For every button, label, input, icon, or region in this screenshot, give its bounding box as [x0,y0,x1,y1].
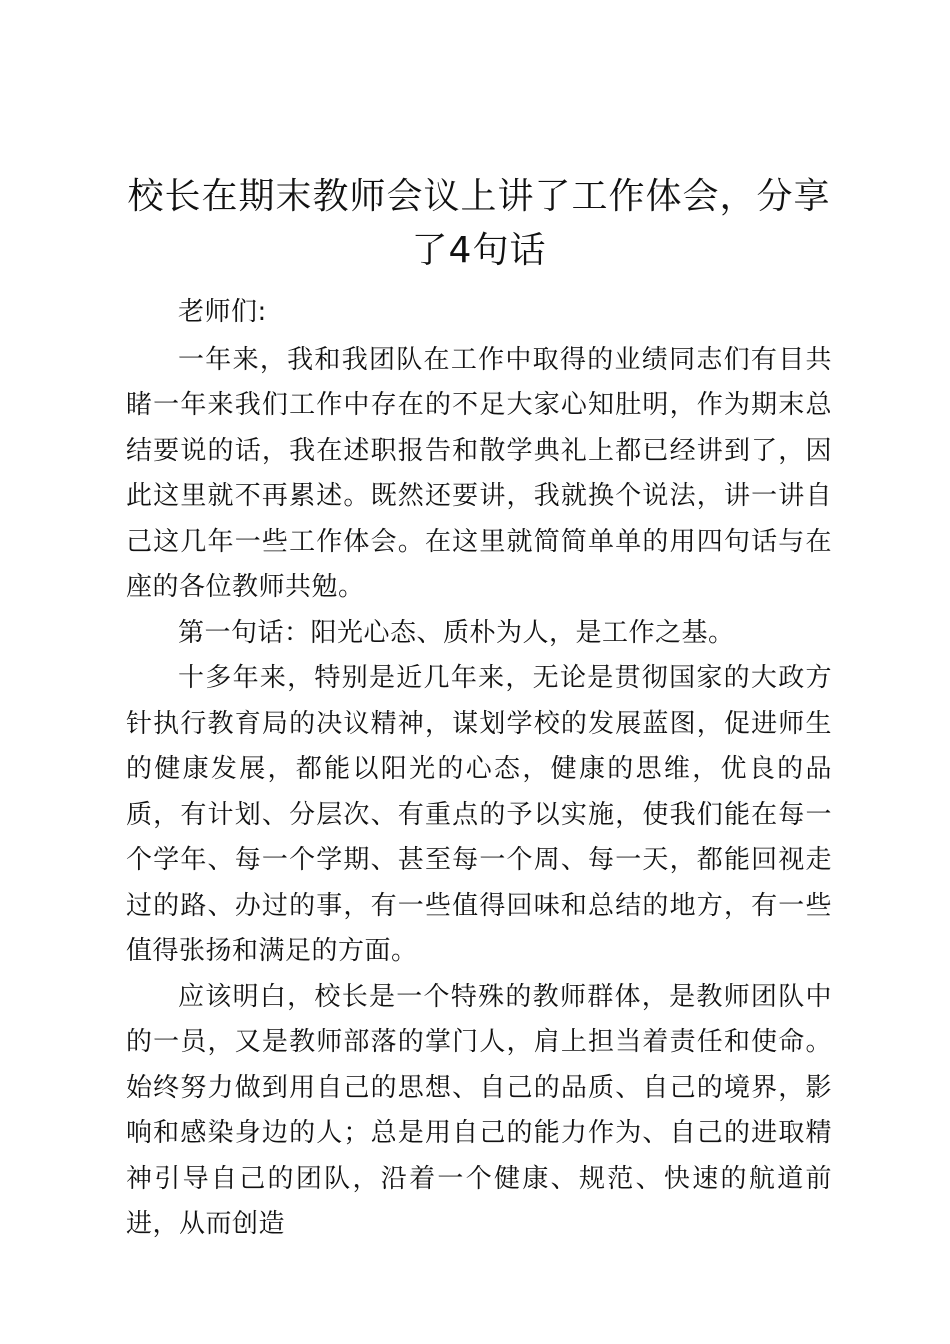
document-body [126,170,832,1248]
intro-paragraph: 一年来，我和我团队在工作中取得的业绩同志们有目共睹一年来我们工作中存在的不足大家心知肚明，作为期末总结要说的话，我在述职报告和散学典礼上都已经讲到了，因此这里就不再累述。既然还要讲，我就换个说法，讲一讲自己这几年一些工作体会。在这里就简简单单的用四句话与在座的各位教师共勉。 [126,344,832,602]
body-paragraph: 应该明白，校长是一个特殊的教师群体，是教师团队中的一员，又是教师部落的掌门人，肩上担当着责任和使命。始终努力做到用自己的思想、自己的品质、自己的境界，影响和感染身边的人；总是用自己的能力作为、自己的进取精神引导自己的团队，沿着一个健康、规范、快速的航道前进，从而创造 [126,981,832,1239]
section-heading-first-sentence: 第一句话：阳光心态、质朴为人，是工作之基。 [178,617,735,648]
document-title: 校长在期末教师会议上讲了工作体会，分享了4句话 [127,176,831,271]
body-paragraph: 十多年来，特别是近几年来，无论是贯彻国家的大政方针执行教育局的决议精神，谋划学校的发展蓝图，促进师生的健康发展，都能以阳光的心态，健康的思维，优良的品质，有计划、分层次、有重点的予以实施，使我们能在每一个学年、每一个学期、甚至每一个周、每一天，都能回视走过的路、办过的事，有一些值得回味和总结的地方，有一些值得张扬和满足的方面。 [126,663,832,966]
salutation-paragraph: 老师们: [178,297,267,327]
